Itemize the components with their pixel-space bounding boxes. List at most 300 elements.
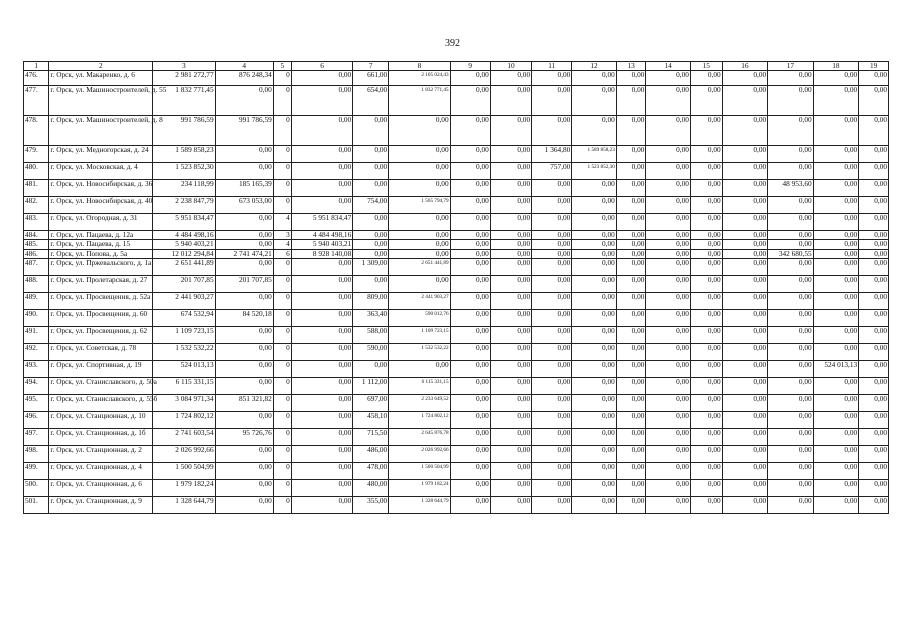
value-cell-col-19: 0,00 bbox=[859, 231, 889, 240]
value-cell-col-17: 0,00 bbox=[768, 86, 814, 116]
table-body bbox=[24, 71, 889, 514]
value-cell-col-7: 0,00 bbox=[353, 180, 389, 197]
value-cell-col-3: 201 707,85 bbox=[153, 276, 215, 293]
value-cell-col-9: 0,00 bbox=[450, 378, 490, 395]
value-cell-col-12: 0,00 bbox=[572, 446, 616, 463]
value-cell-col-15: 0,00 bbox=[690, 163, 722, 180]
value-cell-col-3: 1 532 532,22 bbox=[153, 344, 215, 361]
value-cell-col-18: 0,00 bbox=[813, 163, 859, 180]
value-cell-col-19: 0,00 bbox=[859, 412, 889, 429]
value-cell-col-14: 0,00 bbox=[646, 86, 690, 116]
value-cell-col-18: 0,00 bbox=[813, 446, 859, 463]
value-cell-col-14: 0,00 bbox=[646, 446, 690, 463]
value-cell-col-14: 0,00 bbox=[646, 429, 690, 446]
value-cell-col-5: 0 bbox=[273, 146, 291, 163]
address-cell: г. Орск, ул. Московская, д. 4 bbox=[49, 163, 153, 180]
table-row bbox=[24, 310, 889, 327]
value-cell-col-3: 1 328 644,79 bbox=[153, 497, 215, 514]
value-cell-col-6: 0,00 bbox=[291, 197, 352, 214]
value-cell-col-10: 0,00 bbox=[490, 163, 531, 180]
value-cell-col-3: 1 724 802,12 bbox=[153, 412, 215, 429]
value-cell-col-9: 0,00 bbox=[450, 310, 490, 327]
value-cell-col-12: 0,00 bbox=[572, 116, 616, 146]
value-cell-col-8: 2 105 024,43 bbox=[389, 71, 450, 86]
row-index: 493. bbox=[24, 361, 49, 378]
column-number-14: 14 bbox=[646, 62, 690, 71]
value-cell-col-10: 0,00 bbox=[490, 146, 531, 163]
value-cell-col-18: 0,00 bbox=[813, 86, 859, 116]
value-cell-col-4: 0,00 bbox=[215, 214, 273, 231]
value-cell-col-5: 0 bbox=[273, 327, 291, 344]
value-cell-col-9: 0,00 bbox=[450, 249, 490, 258]
value-cell-col-3: 2 651 441,89 bbox=[153, 259, 215, 276]
address-cell: г. Орск, ул. Пацаева, д. 15 bbox=[49, 240, 153, 249]
value-cell-col-18: 0,00 bbox=[813, 116, 859, 146]
value-cell-col-5: 0 bbox=[273, 378, 291, 395]
value-cell-col-10: 0,00 bbox=[490, 197, 531, 214]
value-cell-col-8: 1 832 771,45 bbox=[389, 86, 450, 116]
value-cell-col-11: 0,00 bbox=[532, 310, 572, 327]
value-cell-col-3: 4 484 498,16 bbox=[153, 231, 215, 240]
value-cell-col-12: 0,00 bbox=[572, 249, 616, 258]
table-row bbox=[24, 276, 889, 293]
column-number-10: 10 bbox=[490, 62, 531, 71]
value-cell-col-15: 0,00 bbox=[690, 429, 722, 446]
value-cell-col-8: 2 026 992,66 bbox=[389, 446, 450, 463]
value-cell-col-9: 0,00 bbox=[450, 412, 490, 429]
value-cell-col-13: 0,00 bbox=[616, 276, 646, 293]
value-cell-col-19: 0,00 bbox=[859, 214, 889, 231]
value-cell-col-16: 0,00 bbox=[722, 412, 768, 429]
value-cell-col-7: 480,00 bbox=[353, 480, 389, 497]
value-cell-col-4: 0,00 bbox=[215, 163, 273, 180]
value-cell-col-15: 0,00 bbox=[690, 344, 722, 361]
value-cell-col-7: 0,00 bbox=[353, 276, 389, 293]
value-cell-col-13: 0,00 bbox=[616, 146, 646, 163]
value-cell-col-11: 0,00 bbox=[532, 259, 572, 276]
row-index: 494. bbox=[24, 378, 49, 395]
value-cell-col-6: 0,00 bbox=[291, 361, 352, 378]
value-cell-col-13: 0,00 bbox=[616, 378, 646, 395]
value-cell-col-14: 0,00 bbox=[646, 163, 690, 180]
value-cell-col-16: 0,00 bbox=[722, 293, 768, 310]
value-cell-col-15: 0,00 bbox=[690, 327, 722, 344]
address-cell: г. Орск, ул. Медногорская, д. 24 bbox=[49, 146, 153, 163]
row-index: 501. bbox=[24, 497, 49, 514]
value-cell-col-3: 2 741 603,54 bbox=[153, 429, 215, 446]
value-cell-col-12: 0,00 bbox=[572, 463, 616, 480]
value-cell-col-13: 0,00 bbox=[616, 249, 646, 258]
value-cell-col-10: 0,00 bbox=[490, 344, 531, 361]
value-cell-col-11: 0,00 bbox=[532, 497, 572, 514]
row-index: 499. bbox=[24, 463, 49, 480]
value-cell-col-13: 0,00 bbox=[616, 86, 646, 116]
value-cell-col-7: 0,00 bbox=[353, 146, 389, 163]
value-cell-col-10: 0,00 bbox=[490, 71, 531, 86]
value-cell-col-14: 0,00 bbox=[646, 497, 690, 514]
value-cell-col-15: 0,00 bbox=[690, 361, 722, 378]
value-cell-col-16: 0,00 bbox=[722, 249, 768, 258]
value-cell-col-14: 0,00 bbox=[646, 327, 690, 344]
value-cell-col-6: 0,00 bbox=[291, 116, 352, 146]
value-cell-col-9: 0,00 bbox=[450, 446, 490, 463]
value-cell-col-12: 0,00 bbox=[572, 429, 616, 446]
value-cell-col-19: 0,00 bbox=[859, 240, 889, 249]
address-cell: г. Орск, ул. Станционная, д. 4 bbox=[49, 463, 153, 480]
value-cell-col-16: 0,00 bbox=[722, 310, 768, 327]
address-cell: г. Орск, ул. Просвещения, д. 62 bbox=[49, 327, 153, 344]
value-cell-col-12: 0,00 bbox=[572, 276, 616, 293]
column-number-11: 11 bbox=[532, 62, 572, 71]
address-cell: г. Орск, ул. Станиславского, д. 55б bbox=[49, 395, 153, 412]
value-cell-col-7: 715,50 bbox=[353, 429, 389, 446]
table-row bbox=[24, 86, 889, 116]
value-cell-col-15: 0,00 bbox=[690, 231, 722, 240]
column-number-1: 1 bbox=[24, 62, 49, 71]
value-cell-col-5: 0 bbox=[273, 480, 291, 497]
value-cell-col-5: 0 bbox=[273, 71, 291, 86]
value-cell-col-9: 0,00 bbox=[450, 240, 490, 249]
value-cell-col-19: 0,00 bbox=[859, 327, 889, 344]
value-cell-col-11: 0,00 bbox=[532, 463, 572, 480]
value-cell-col-16: 0,00 bbox=[722, 378, 768, 395]
row-index: 496. bbox=[24, 412, 49, 429]
value-cell-col-12: 0,00 bbox=[572, 240, 616, 249]
value-cell-col-14: 0,00 bbox=[646, 293, 690, 310]
value-cell-col-3: 6 115 331,15 bbox=[153, 378, 215, 395]
row-index: 477. bbox=[24, 86, 49, 116]
value-cell-col-3: 674 532,94 bbox=[153, 310, 215, 327]
value-cell-col-13: 0,00 bbox=[616, 344, 646, 361]
value-cell-col-3: 1 589 858,23 bbox=[153, 146, 215, 163]
row-index: 498. bbox=[24, 446, 49, 463]
value-cell-col-5: 6 bbox=[273, 249, 291, 258]
value-cell-col-8: 1 724 802,12 bbox=[389, 412, 450, 429]
value-cell-col-10: 0,00 bbox=[490, 259, 531, 276]
column-number-7: 7 bbox=[353, 62, 389, 71]
value-cell-col-4: 0,00 bbox=[215, 293, 273, 310]
table-row bbox=[24, 146, 889, 163]
value-cell-col-13: 0,00 bbox=[616, 463, 646, 480]
value-cell-col-13: 0,00 bbox=[616, 361, 646, 378]
value-cell-col-16: 0,00 bbox=[722, 231, 768, 240]
value-cell-col-7: 0,00 bbox=[353, 231, 389, 240]
value-cell-col-10: 0,00 bbox=[490, 463, 531, 480]
value-cell-col-19: 0,00 bbox=[859, 197, 889, 214]
table-row bbox=[24, 116, 889, 146]
value-cell-col-4: 0,00 bbox=[215, 86, 273, 116]
row-index: 500. bbox=[24, 480, 49, 497]
value-cell-col-3: 5 940 403,21 bbox=[153, 240, 215, 249]
value-cell-col-5: 0 bbox=[273, 163, 291, 180]
value-cell-col-16: 0,00 bbox=[722, 259, 768, 276]
value-cell-col-16: 0,00 bbox=[722, 344, 768, 361]
column-number-4: 4 bbox=[215, 62, 273, 71]
value-cell-col-17: 0,00 bbox=[768, 116, 814, 146]
value-cell-col-17: 0,00 bbox=[768, 276, 814, 293]
value-cell-col-4: 0,00 bbox=[215, 378, 273, 395]
value-cell-col-19: 0,00 bbox=[859, 146, 889, 163]
value-cell-col-15: 0,00 bbox=[690, 214, 722, 231]
value-cell-col-12: 0,00 bbox=[572, 412, 616, 429]
value-cell-col-4: 876 248,34 bbox=[215, 71, 273, 86]
table-row bbox=[24, 327, 889, 344]
value-cell-col-9: 0,00 bbox=[450, 463, 490, 480]
value-cell-col-9: 0,00 bbox=[450, 214, 490, 231]
value-cell-col-19: 0,00 bbox=[859, 429, 889, 446]
value-cell-col-18: 0,00 bbox=[813, 259, 859, 276]
value-cell-col-7: 0,00 bbox=[353, 214, 389, 231]
value-cell-col-8: 1 979 182,24 bbox=[389, 480, 450, 497]
address-cell: г. Орск, ул. Пацаева, д. 12а bbox=[49, 231, 153, 240]
value-cell-col-13: 0,00 bbox=[616, 180, 646, 197]
value-cell-col-11: 0,00 bbox=[532, 480, 572, 497]
value-cell-col-3: 12 012 294,84 bbox=[153, 249, 215, 258]
table-row bbox=[24, 412, 889, 429]
value-cell-col-17: 0,00 bbox=[768, 446, 814, 463]
value-cell-col-4: 0,00 bbox=[215, 463, 273, 480]
value-cell-col-19: 0,00 bbox=[859, 71, 889, 86]
value-cell-col-7: 486,00 bbox=[353, 446, 389, 463]
value-cell-col-19: 0,00 bbox=[859, 361, 889, 378]
row-index: 481. bbox=[24, 180, 49, 197]
value-cell-col-14: 0,00 bbox=[646, 249, 690, 258]
value-cell-col-10: 0,00 bbox=[490, 497, 531, 514]
table-row bbox=[24, 197, 889, 214]
value-cell-col-15: 0,00 bbox=[690, 395, 722, 412]
value-cell-col-7: 0,00 bbox=[353, 361, 389, 378]
value-cell-col-13: 0,00 bbox=[616, 446, 646, 463]
value-cell-col-4: 0,00 bbox=[215, 327, 273, 344]
value-cell-col-4: 673 053,00 bbox=[215, 197, 273, 214]
value-cell-col-19: 0,00 bbox=[859, 249, 889, 258]
column-number-8: 8 bbox=[389, 62, 450, 71]
value-cell-col-8: 2 441 903,27 bbox=[389, 293, 450, 310]
value-cell-col-11: 0,00 bbox=[532, 249, 572, 258]
value-cell-col-10: 0,00 bbox=[490, 116, 531, 146]
value-cell-col-16: 0,00 bbox=[722, 497, 768, 514]
table-row bbox=[24, 378, 889, 395]
value-cell-col-4: 0,00 bbox=[215, 361, 273, 378]
value-cell-col-4: 0,00 bbox=[215, 480, 273, 497]
row-index: 486. bbox=[24, 249, 49, 258]
value-cell-col-6: 0,00 bbox=[291, 480, 352, 497]
value-cell-col-5: 4 bbox=[273, 214, 291, 231]
value-cell-col-15: 0,00 bbox=[690, 240, 722, 249]
value-cell-col-16: 0,00 bbox=[722, 429, 768, 446]
value-cell-col-5: 0 bbox=[273, 116, 291, 146]
table-row bbox=[24, 497, 889, 514]
value-cell-col-6: 0,00 bbox=[291, 378, 352, 395]
value-cell-col-15: 0,00 bbox=[690, 259, 722, 276]
value-cell-col-14: 0,00 bbox=[646, 214, 690, 231]
value-cell-col-13: 0,00 bbox=[616, 429, 646, 446]
value-cell-col-19: 0,00 bbox=[859, 344, 889, 361]
value-cell-col-18: 0,00 bbox=[813, 378, 859, 395]
value-cell-col-12: 1 589 858,23 bbox=[572, 146, 616, 163]
value-cell-col-8: 6 115 331,15 bbox=[389, 378, 450, 395]
value-cell-col-8: 0,00 bbox=[389, 146, 450, 163]
value-cell-col-3: 524 013,13 bbox=[153, 361, 215, 378]
value-cell-col-17: 0,00 bbox=[768, 378, 814, 395]
address-cell: г. Орск, ул. Станционная, д. 2 bbox=[49, 446, 153, 463]
column-number-5: 5 bbox=[273, 62, 291, 71]
value-cell-col-10: 0,00 bbox=[490, 480, 531, 497]
value-cell-col-14: 0,00 bbox=[646, 395, 690, 412]
value-cell-col-9: 0,00 bbox=[450, 327, 490, 344]
value-cell-col-9: 0,00 bbox=[450, 429, 490, 446]
value-cell-col-4: 991 786,59 bbox=[215, 116, 273, 146]
value-cell-col-5: 0 bbox=[273, 412, 291, 429]
value-cell-col-15: 0,00 bbox=[690, 197, 722, 214]
value-cell-col-14: 0,00 bbox=[646, 378, 690, 395]
value-cell-col-14: 0,00 bbox=[646, 259, 690, 276]
value-cell-col-11: 0,00 bbox=[532, 293, 572, 310]
value-cell-col-9: 0,00 bbox=[450, 180, 490, 197]
column-number-18: 18 bbox=[813, 62, 859, 71]
value-cell-col-9: 0,00 bbox=[450, 395, 490, 412]
value-cell-col-16: 0,00 bbox=[722, 71, 768, 86]
value-cell-col-6: 0,00 bbox=[291, 180, 352, 197]
value-cell-col-7: 654,00 bbox=[353, 86, 389, 116]
value-cell-col-10: 0,00 bbox=[490, 180, 531, 197]
value-cell-col-7: 458,10 bbox=[353, 412, 389, 429]
address-cell: г. Орск, ул. Станиславского, д. 50а bbox=[49, 378, 153, 395]
value-cell-col-8: 0,00 bbox=[389, 249, 450, 258]
value-cell-col-12: 0,00 bbox=[572, 497, 616, 514]
value-cell-col-19: 0,00 bbox=[859, 395, 889, 412]
value-cell-col-5: 0 bbox=[273, 446, 291, 463]
value-cell-col-8: 1 328 644,79 bbox=[389, 497, 450, 514]
value-cell-col-12: 0,00 bbox=[572, 86, 616, 116]
value-cell-col-11: 0,00 bbox=[532, 395, 572, 412]
value-cell-col-16: 0,00 bbox=[722, 197, 768, 214]
value-cell-col-15: 0,00 bbox=[690, 86, 722, 116]
value-cell-col-17: 0,00 bbox=[768, 310, 814, 327]
address-cell: г. Орск, ул. Машиностроителей, д. 8 bbox=[49, 116, 153, 146]
row-index: 491. bbox=[24, 327, 49, 344]
value-cell-col-10: 0,00 bbox=[490, 240, 531, 249]
value-cell-col-11: 0,00 bbox=[532, 180, 572, 197]
row-index: 497. bbox=[24, 429, 49, 446]
value-cell-col-7: 0,00 bbox=[353, 163, 389, 180]
table-row bbox=[24, 180, 889, 197]
value-cell-col-15: 0,00 bbox=[690, 71, 722, 86]
value-cell-col-10: 0,00 bbox=[490, 361, 531, 378]
row-index: 490. bbox=[24, 310, 49, 327]
value-cell-col-3: 991 786,59 bbox=[153, 116, 215, 146]
value-cell-col-9: 0,00 bbox=[450, 197, 490, 214]
value-cell-col-6: 0,00 bbox=[291, 163, 352, 180]
register-table bbox=[23, 61, 889, 514]
value-cell-col-9: 0,00 bbox=[450, 293, 490, 310]
value-cell-col-7: 697,00 bbox=[353, 395, 389, 412]
value-cell-col-8: 1 500 504,99 bbox=[389, 463, 450, 480]
value-cell-col-18: 0,00 bbox=[813, 344, 859, 361]
value-cell-col-7: 809,00 bbox=[353, 293, 389, 310]
value-cell-col-14: 0,00 bbox=[646, 344, 690, 361]
value-cell-col-17: 0,00 bbox=[768, 214, 814, 231]
row-index: 484. bbox=[24, 231, 49, 240]
table-row bbox=[24, 71, 889, 86]
table-row bbox=[24, 446, 889, 463]
value-cell-col-6: 4 484 498,16 bbox=[291, 231, 352, 240]
value-cell-col-14: 0,00 bbox=[646, 276, 690, 293]
value-cell-col-7: 588,00 bbox=[353, 327, 389, 344]
value-cell-col-4: 0,00 bbox=[215, 497, 273, 514]
value-cell-col-6: 0,00 bbox=[291, 412, 352, 429]
value-cell-col-12: 0,00 bbox=[572, 310, 616, 327]
value-cell-col-16: 0,00 bbox=[722, 480, 768, 497]
value-cell-col-11: 0,00 bbox=[532, 344, 572, 361]
value-cell-col-17: 0,00 bbox=[768, 293, 814, 310]
value-cell-col-17: 0,00 bbox=[768, 259, 814, 276]
value-cell-col-12: 0,00 bbox=[572, 197, 616, 214]
value-cell-col-10: 0,00 bbox=[490, 310, 531, 327]
value-cell-col-18: 0,00 bbox=[813, 249, 859, 258]
value-cell-col-9: 0,00 bbox=[450, 146, 490, 163]
value-cell-col-17: 0,00 bbox=[768, 429, 814, 446]
address-cell: г. Орск, ул. Огородная, д. 31 bbox=[49, 214, 153, 231]
value-cell-col-11: 757,00 bbox=[532, 163, 572, 180]
row-index: 485. bbox=[24, 240, 49, 249]
value-cell-col-11: 0,00 bbox=[532, 446, 572, 463]
value-cell-col-19: 0,00 bbox=[859, 310, 889, 327]
value-cell-col-8: 0,00 bbox=[389, 180, 450, 197]
value-cell-col-13: 0,00 bbox=[616, 480, 646, 497]
value-cell-col-18: 0,00 bbox=[813, 463, 859, 480]
row-index: 483. bbox=[24, 214, 49, 231]
column-number-9: 9 bbox=[450, 62, 490, 71]
address-cell: г. Орск, ул. Пржевальского, д. 1а bbox=[49, 259, 153, 276]
address-cell: г. Орск, ул. Новосибирская, д. 40 bbox=[49, 197, 153, 214]
row-index: 495. bbox=[24, 395, 49, 412]
value-cell-col-7: 754,00 bbox=[353, 197, 389, 214]
value-cell-col-11: 0,00 bbox=[532, 276, 572, 293]
value-cell-col-3: 1 109 723,15 bbox=[153, 327, 215, 344]
value-cell-col-9: 0,00 bbox=[450, 259, 490, 276]
value-cell-col-9: 0,00 bbox=[450, 231, 490, 240]
value-cell-col-12: 0,00 bbox=[572, 480, 616, 497]
value-cell-col-11: 0,00 bbox=[532, 214, 572, 231]
value-cell-col-14: 0,00 bbox=[646, 231, 690, 240]
value-cell-col-14: 0,00 bbox=[646, 463, 690, 480]
value-cell-col-6: 0,00 bbox=[291, 71, 352, 86]
value-cell-col-6: 8 928 140,08 bbox=[291, 249, 352, 258]
value-cell-col-6: 0,00 bbox=[291, 293, 352, 310]
value-cell-col-5: 3 bbox=[273, 231, 291, 240]
column-number-6: 6 bbox=[291, 62, 352, 71]
address-cell: г. Орск, ул. Станционная, д. 6 bbox=[49, 480, 153, 497]
value-cell-col-19: 0,00 bbox=[859, 163, 889, 180]
value-cell-col-17: 0,00 bbox=[768, 163, 814, 180]
value-cell-col-7: 0,00 bbox=[353, 249, 389, 258]
value-cell-col-4: 0,00 bbox=[215, 240, 273, 249]
value-cell-col-6: 0,00 bbox=[291, 497, 352, 514]
value-cell-col-5: 0 bbox=[273, 497, 291, 514]
value-cell-col-8: 0,00 bbox=[389, 276, 450, 293]
value-cell-col-3: 1 523 852,30 bbox=[153, 163, 215, 180]
value-cell-col-17: 0,00 bbox=[768, 344, 814, 361]
row-index: 479. bbox=[24, 146, 49, 163]
address-cell: г. Орск, ул. Просвещения, д. 52а bbox=[49, 293, 153, 310]
value-cell-col-10: 0,00 bbox=[490, 249, 531, 258]
value-cell-col-12: 0,00 bbox=[572, 361, 616, 378]
value-cell-col-18: 0,00 bbox=[813, 429, 859, 446]
value-cell-col-11: 0,00 bbox=[532, 327, 572, 344]
value-cell-col-15: 0,00 bbox=[690, 293, 722, 310]
value-cell-col-12: 0,00 bbox=[572, 293, 616, 310]
